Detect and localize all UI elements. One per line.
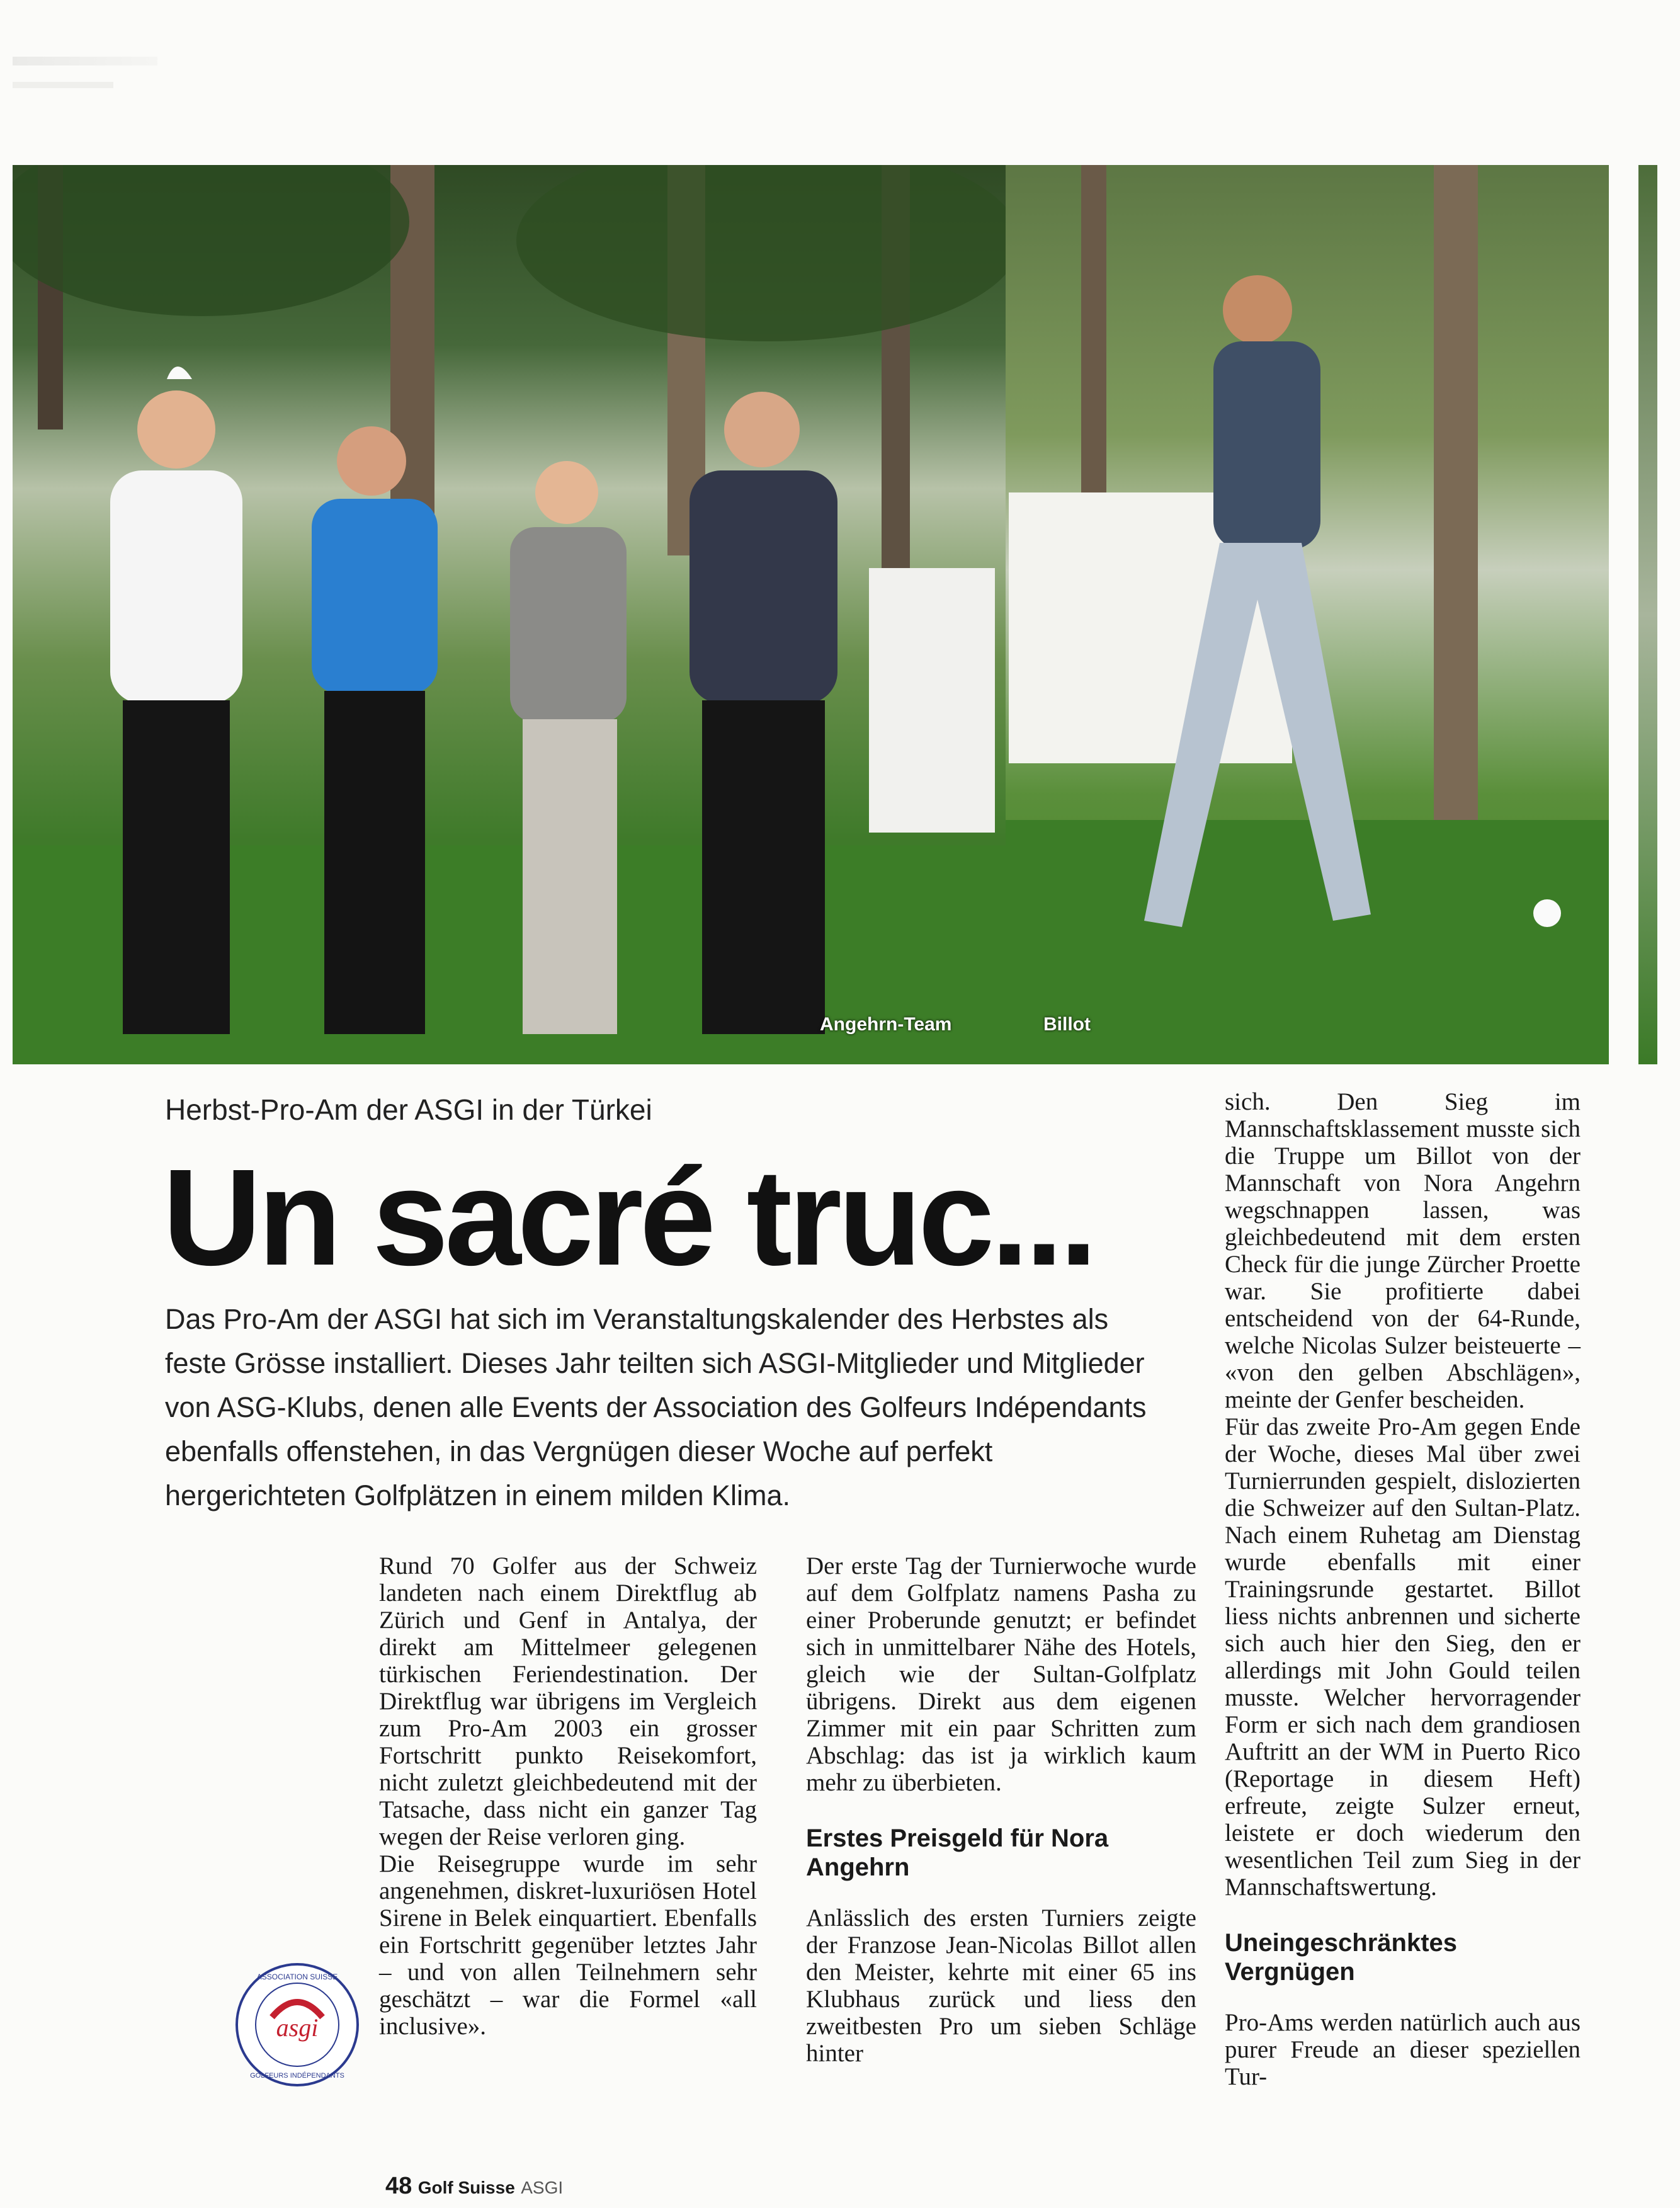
body-paragraph: Rund 70 Golfer aus der Schweiz landeten nach einem Direktflug ab Zürich und Genf in Antalya, der direkt am Mittelmeer gelegenen türkischen Feriendestination. Der Direktflug war übrigens im Vergleich zum Pro-Am 2003 ein grosser Fortschritt punkto Reisekomfort, nicht zuletzt gleichbedeutend mit der Tatsache, dass nicht ein ganzer Tag wegen der Reise verloren ging. bbox=[379, 1552, 757, 1850]
scan-artifact bbox=[13, 82, 113, 88]
body-paragraph: Die Reisegruppe wurde im sehr angenehmen, diskret-luxuriösen Hotel Sirene in Belek einquartiert. Ebenfalls ein Fortschritt gegenüber letztes Jahr – und von allen Teilnehmern sehr geschätzt – war die Formel «all inclusive». bbox=[379, 1850, 757, 2040]
section-name: ASGI bbox=[521, 2178, 564, 2197]
page-footer bbox=[385, 2173, 563, 2200]
svg-text:GOLFEURS INDÉPENDANTS: GOLFEURS INDÉPENDANTS bbox=[250, 2072, 344, 2080]
body-paragraph: Pro-Ams werden natürlich auch aus purer Freude an dieser speziellen Tur- bbox=[1225, 2009, 1581, 2090]
asgi-logo bbox=[234, 1962, 360, 2088]
article-lead: Das Pro-Am der ASGI hat sich im Veranstaltungskalender des Herbstes als feste Grösse installiert. Dieses Jahr teilten sich ASGI-Mitglieder und Mitglieder von ASG-Klubs, denen alle Events der Association des Golfeurs Indépendants ebenfalls offenstehen, in das Vergnügen dieser Woche auf perfekt hergerichteten Golfplätzen in einem milden Klima. bbox=[165, 1303, 1147, 1511]
golfer-1 bbox=[110, 367, 242, 1034]
article-kicker: Herbst-Pro-Am der ASGI in der Türkei bbox=[165, 1093, 652, 1126]
photo-caption-billot: Billot bbox=[1043, 1014, 1091, 1035]
magazine-name: Golf Suisse bbox=[417, 2178, 515, 2197]
article-column-3 bbox=[1225, 1088, 1581, 2090]
page-number: 48 bbox=[385, 2173, 412, 2199]
scan-artifact bbox=[13, 57, 157, 65]
svg-text:asgi: asgi bbox=[276, 2013, 319, 2042]
golfer-4 bbox=[690, 392, 837, 1034]
golfer-3 bbox=[510, 461, 627, 1034]
article-column-1 bbox=[379, 1552, 757, 2040]
section-subheading: Erstes Preisgeld für Nora Angehrn bbox=[806, 1824, 1109, 1881]
next-page-edge bbox=[1638, 165, 1657, 1064]
team-photo bbox=[13, 165, 1009, 1064]
team-photo-scene bbox=[13, 165, 1009, 1064]
body-paragraph: Für das zweite Pro-Am gegen Ende der Woche, dieses Mal über zwei Turnierrunden gespielt, dislozierten die Schweizer auf den Sultan-Platz. Nach einem Ruhetag am Dienstag wurde ebenfalls mit einer Trainingsrunde gestartet. Billot liess nichts anbrennen und sicherte sich auch hier den Sieg, den er allerdings mit John Gould teilen musste. Welcher hervorragender Form er sich nach dem grandiosen Auftritt an der WM in Puerto Rico (Reportage in diesem Heft) erfreute, zeigte Sulzer erneut, leistete er doch wiederum den wesentlichen Teil zum Sieg in der Mannschaftswertung. bbox=[1225, 1413, 1581, 1901]
svg-text:ASSOCIATION SUISSE: ASSOCIATION SUISSE bbox=[256, 1972, 338, 1981]
article-headline: Un sacré truc... bbox=[162, 1141, 1094, 1294]
body-paragraph: Der erste Tag der Turnierwoche wurde auf dem Golfplatz namens Pasha zu einer Proberunde genutzt; er befindet sich in unmittelbarer Nähe des Hotels, gleich wie der Sultan-Golfplatz übrigens. Direkt aus dem eigenen Zimmer mit ein paar Schritten zum Abschlag: das ist ja wirklich kaum mehr zu überbieten. bbox=[806, 1552, 1196, 1796]
article-column-2 bbox=[806, 1552, 1196, 2067]
billot-photo-scene bbox=[1006, 165, 1609, 1064]
photo-caption-team: Angehrn-Team bbox=[820, 1014, 952, 1035]
body-paragraph: sich. Den Sieg im Mannschaftsklassement musste sich die Truppe um Billot von der Mannschaft von Nora Angehrn wegschnappen lassen, was gleichbedeutend mit dem ersten Check für die junge Zürcher Proette war. Sie profitierte dabei entscheidend von der 64-Runde, welche Nicolas Sulzer beisteuerte – «von den gelben Abschlägen», meinte der Genfer bescheiden. bbox=[1225, 1088, 1581, 1413]
billot-photo bbox=[1006, 165, 1609, 1064]
body-paragraph: Anlässlich des ersten Turniers zeigte der Franzose Jean-Nicolas Billot allen den Meister, kehrte mit einer 65 ins Klubhaus zurück und liess den zweitbesten Pro um sieben Schläge hinter bbox=[806, 1904, 1196, 2067]
section-subheading: Uneingeschränktes Vergnügen bbox=[1225, 1929, 1458, 1986]
golfer-2 bbox=[312, 426, 438, 1034]
